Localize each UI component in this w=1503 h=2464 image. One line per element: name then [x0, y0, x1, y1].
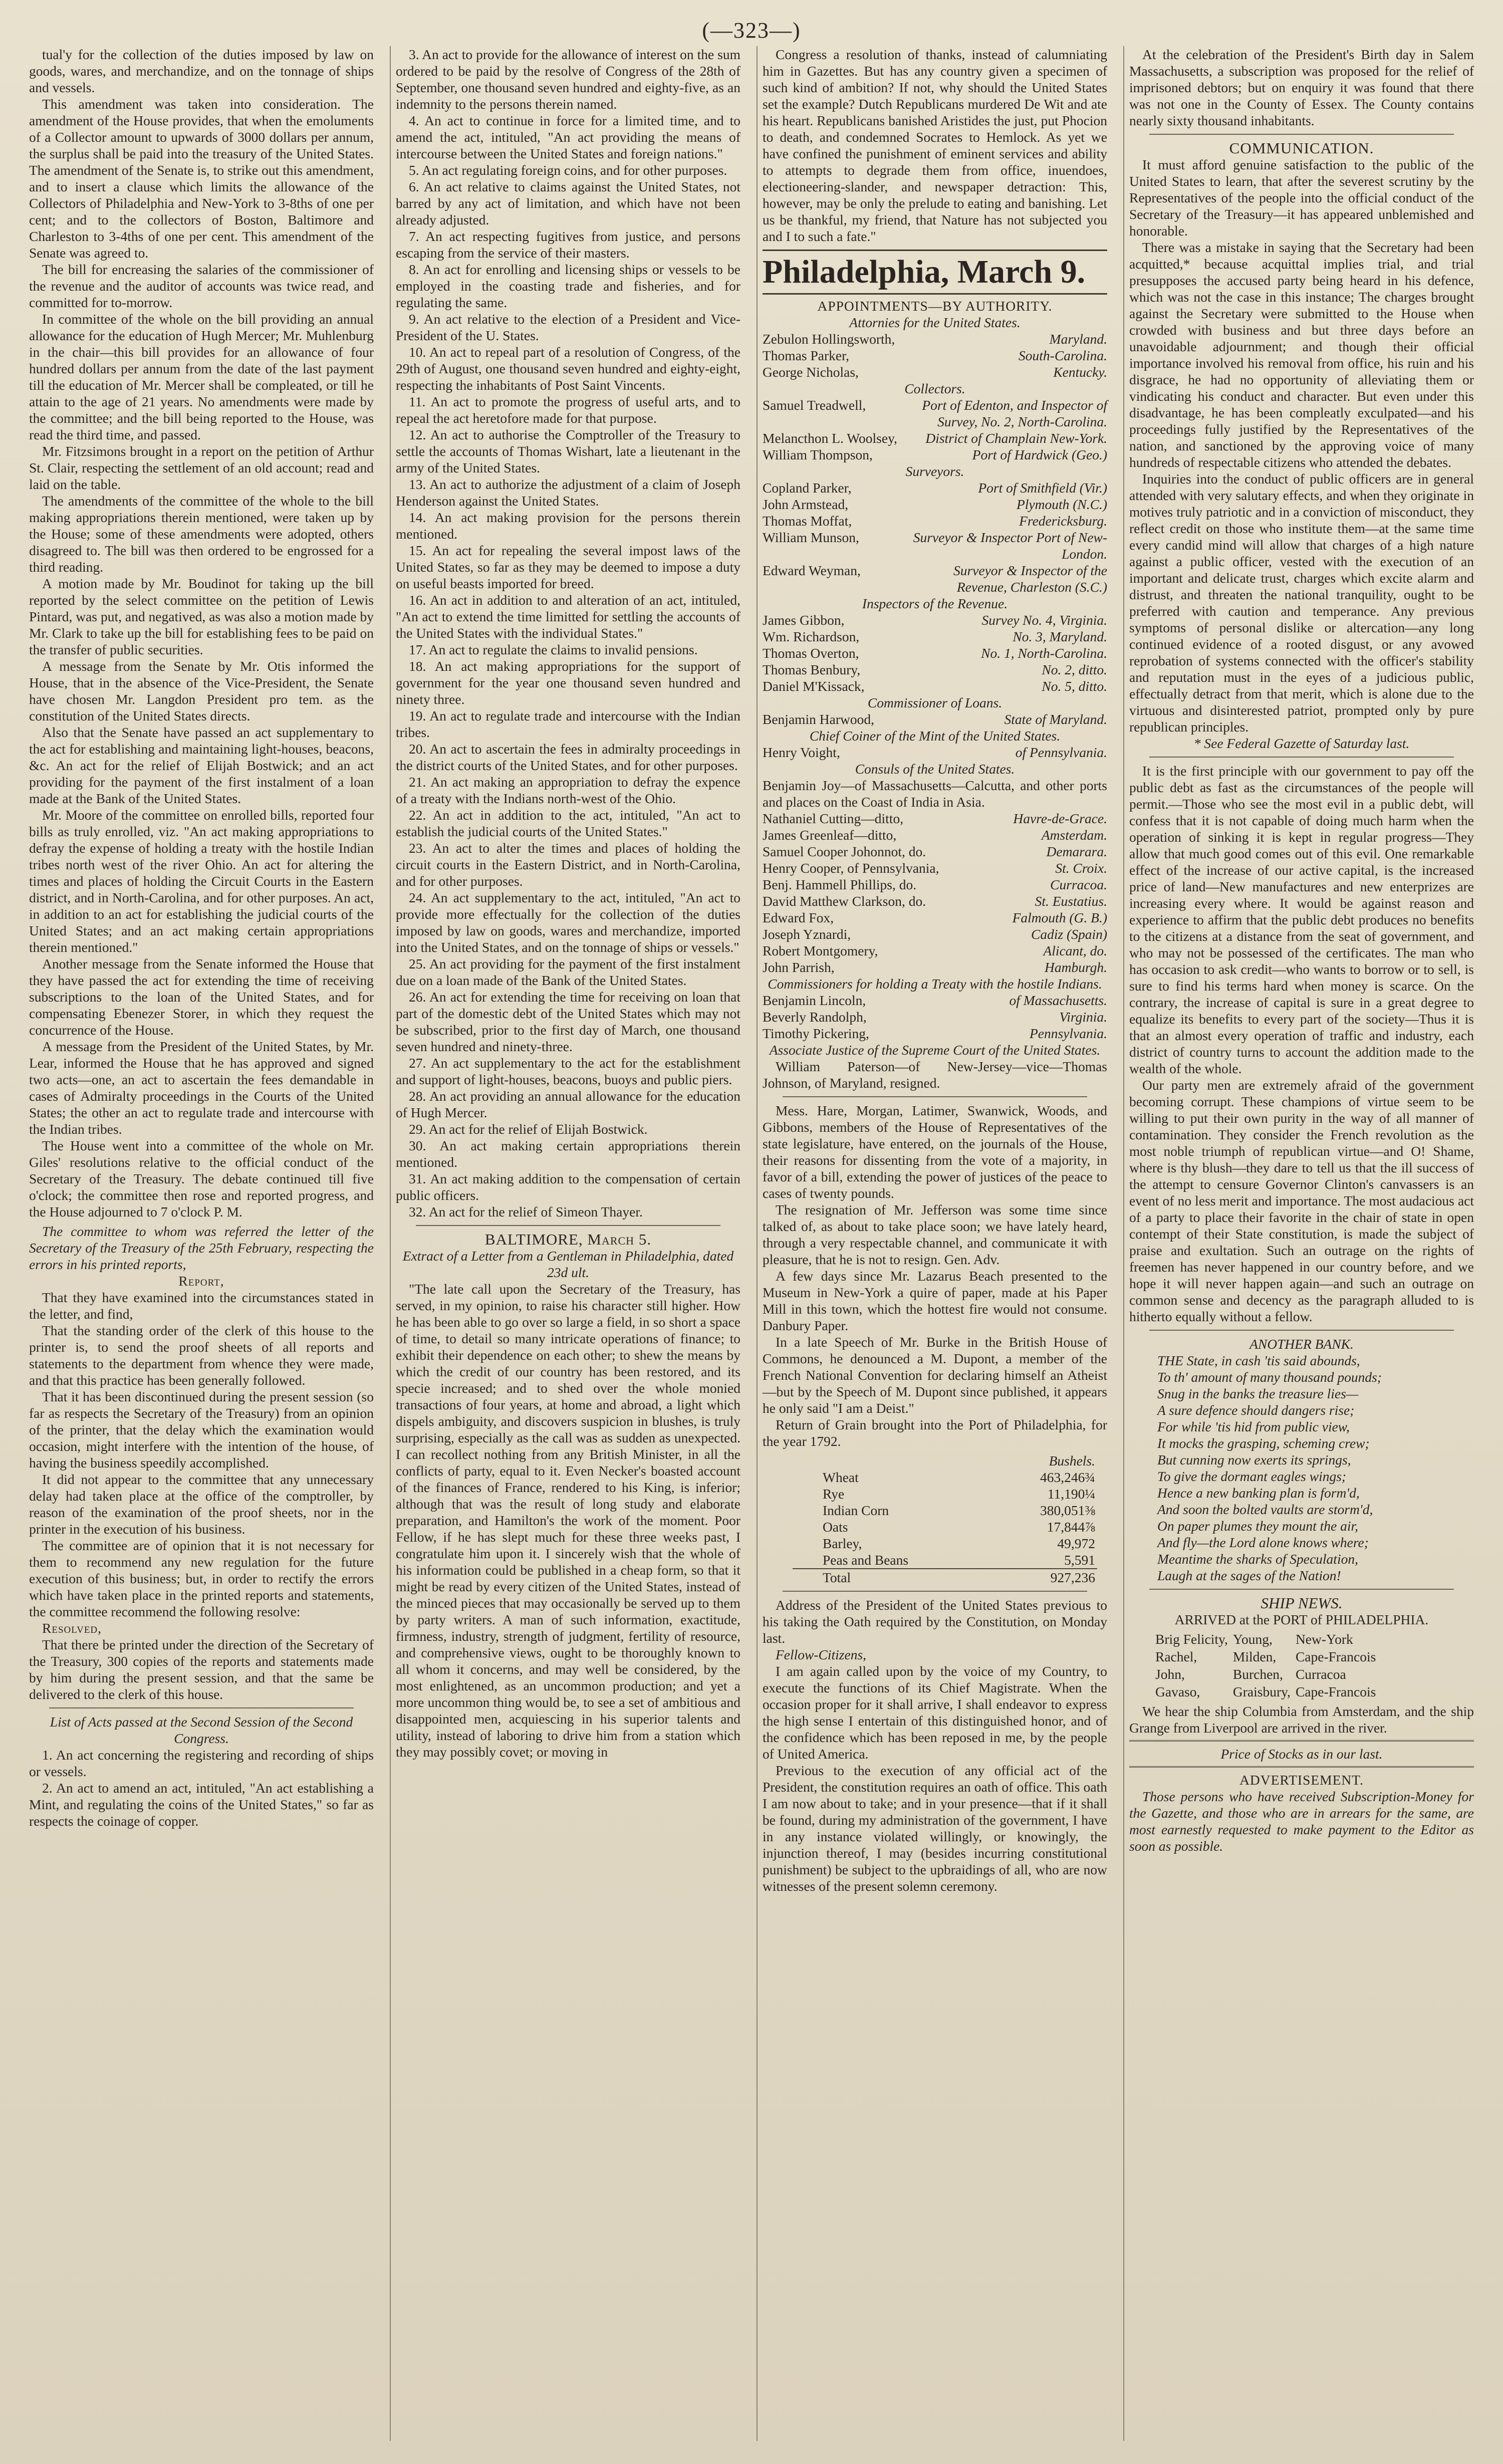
editorial-paragraph: Our party men are extremely afraid of the government becoming corrupt. These champions of virtue seem to be willing to put their own purity in the way of all manner of contamination. They consider the French revolution as the most noble triumph of republican virtue—and O! Shame, where is thy blush—they dare to tell us that the ill success of the attempt to censure Governor Clinton's canvassers is an event of no less merit and importance. The most audacious act of a party to place their favorite in the chair of state in open contempt of their State constitution, is made the subject of praise and exultation. Such an outrage on the rights of freemen has never happened in our country before, and we hope it will never happen again—and such an outrage on common sense and decency as the paragraph alluded to is hitherto equally without a fellow. [1129, 1077, 1474, 1324]
loans-heading: Commissioner of Loans. [867, 695, 1003, 710]
collector-entry-name: William Thompson, [763, 447, 873, 462]
consul-entry-name: James Greenleaf—ditto, [763, 827, 897, 843]
commissioner-entry-place: of Massachusetts. [1009, 993, 1107, 1008]
collector-entry-place: District of Champlain New-York. [925, 430, 1107, 446]
consul-entry [763, 876, 1107, 893]
grain-row [793, 1535, 1097, 1552]
attorney-entry [763, 331, 1107, 347]
bank-poem-heading: ANOTHER BANK. [1249, 1336, 1354, 1352]
poem-line: To give the dormant eagles wings; [1157, 1468, 1347, 1484]
poem-line: Snug in the banks the treasure lies— [1157, 1386, 1359, 1401]
ship-row [1140, 1648, 1380, 1665]
act-item: 6. An act relative to claims against the United States, not barred by any act of limitation, and which have not been already adjusted. [396, 179, 740, 227]
surveyor-entry-name: Edward Weyman, [763, 563, 861, 578]
letter-continued: Congress a resolution of thanks, instead of calumniating him in Gazettes. But has any country given a specimen of such kind of ambition? If not, why should the United States set the example? Dutch Republicans murdered De Wit and ate his heart. Republicans banished Aristides the just, put Phocion to death, and condemned Socrates to Hemlock. As yet we have confined the punishment of eminent services and ability to attempts to degrade them from office, inuendoes, electioneering-slander, and newspaper detraction: This, however, may be only the prelude to eating and banishing. Let us be thankful, my friend, that Nature has not subjected you and I to such a fate." [763, 47, 1107, 244]
consul-entry [763, 942, 1107, 959]
act-item: 29. An act for the relief of Elijah Bostwick. [409, 1121, 648, 1137]
consul-entry-name: Nathaniel Cutting—ditto, [763, 811, 904, 826]
act-item: 8. An act for enrolling and licensing ships or vessels to be employed in the coasting trade and fisheries, and for regulating the same. [396, 262, 740, 310]
grain-unit: Bushels. [1049, 1453, 1095, 1468]
address-intro: Address of the President of the United States previous to his taking the Oath required by the Constitution, on Monday last. [763, 1597, 1107, 1646]
news-paragraph: Return of Grain brought into the Port of Philadelphia, for the year 1792. [763, 1417, 1107, 1449]
grain-row [793, 1486, 1097, 1502]
inspector-entry-place: No. 1, North-Carolina. [981, 645, 1107, 661]
act-item: 30. An act making certain appropriations therein mentioned. [396, 1138, 740, 1170]
act-item: 13. An act to authorize the adjustment of a claim of Joseph Henderson against the United States. [396, 476, 740, 509]
consul-entry-place: Hamburgh. [1044, 959, 1107, 975]
divider [1129, 1766, 1474, 1768]
communication-heading: COMMUNICATION. [1229, 139, 1374, 157]
grain-value: 380,051⅜ [1040, 1503, 1095, 1518]
ship-origin: Cape-Francois [1295, 1684, 1376, 1699]
consul-entry-name: Henry Cooper, of Pennsylvania, [763, 860, 939, 876]
paragraph: tual'y for the collection of the duties imposed by law on goods, wares, and merchandize, and on the tonnage of ships and vessels. [29, 47, 374, 95]
news-paragraphs [763, 1102, 1107, 1449]
baltimore-subheading: Extract of a Letter from a Gentleman in Philadelphia, dated 23d ult. [402, 1248, 734, 1280]
surveyors-list [763, 479, 1107, 595]
commissioner-entry-place: Pennsylvania. [1029, 1026, 1107, 1041]
act-item: 11. An act to promote the progress of useful arts, and to repeal the act heretofore made for that purpose. [396, 394, 740, 426]
ship-note: We hear the ship Columbia from Amsterdam, and the ship Grange from Liverpool are arrived in the river. [1129, 1703, 1474, 1736]
grain-item: Peas and Beans [823, 1552, 909, 1568]
act-item: 25. An act providing for the payment of the first instalment due on a loan made of the Bank of the United States. [396, 956, 740, 988]
poem-line: For while 'tis hid from public view, [1157, 1419, 1350, 1434]
grain-total-value: 927,236 [995, 1569, 1097, 1586]
divider [1129, 1740, 1474, 1742]
resolved-label: Resolved, [42, 1620, 102, 1636]
poem-line: To th' amount of many thousand pounds; [1157, 1369, 1382, 1385]
ship-master: Young, [1232, 1631, 1273, 1647]
consuls-list [763, 810, 1107, 975]
inspector-entry-name: Thomas Overton, [763, 645, 859, 661]
grain-row [793, 1502, 1097, 1519]
ship-row [1140, 1631, 1380, 1647]
inspector-entry-place: No. 2, ditto. [1042, 662, 1107, 677]
inspector-entry [763, 612, 1107, 628]
paragraph: The amendments of the committee of the whole to the bill making appropriations therein mentioned, were taken up by the House; some of these amendments were adopted, others disagreed to. The bill was then ordered to be engrossed for a third reading. [29, 493, 374, 575]
footnote: * See Federal Gazette of Saturday last. [1193, 735, 1410, 751]
news-paragraph: In a late Speech of Mr. Burke in the British House of Commons, he denounced a M. Dupont, a member of the French National Convention for declaring himself an Atheist—but by the Speech of M. Dupont since published, it appears he only said "I am a Deist." [763, 1334, 1107, 1416]
consul-entry [763, 909, 1107, 926]
poem-line: And fly—the Lord alone knows where; [1157, 1535, 1369, 1550]
communication-paragraph: It must afford genuine satisfaction to the public of the United States to learn, that after the severest scrutiny by the Representatives of the people into the official conduct of the Secretary of the Treasury—it has appeared unblemished and honorable. [1129, 157, 1474, 238]
report-paragraph: The committee are of opinion that it is not necessary for them to recommend any new regulation for the future execution of this business; but, in order to rectify the errors which have taken place in the printed reports and statements, the committee recommend the following resolve: [29, 1538, 374, 1619]
collector-entry-place: Port of Edenton, and Inspector of Survey, No. 2, North-Carolina. [922, 397, 1107, 429]
surveyor-entry-place: Port of Smithfield (Vir.) [978, 480, 1107, 496]
ship-master: Milden, [1232, 1649, 1277, 1664]
divider [1149, 1589, 1454, 1590]
attorney-entry-place: Kentucky. [1053, 364, 1107, 380]
inspector-entry-place: No. 3, Maryland. [1013, 629, 1107, 644]
inspector-entry-place: No. 5, ditto. [1042, 678, 1107, 694]
grain-value: 5,591 [1064, 1552, 1095, 1568]
poem-line: A sure defence should dangers rise; [1157, 1402, 1355, 1418]
consul-entry-name: John Parrish, [763, 959, 835, 975]
grain-row [793, 1469, 1097, 1486]
address-paragraphs [763, 1663, 1107, 1894]
grain-value: 11,190¼ [1047, 1486, 1095, 1502]
ship-row [1140, 1666, 1380, 1682]
ship-arrived-heading: ARRIVED at the PORT of PHILADELPHIA. [1174, 1612, 1429, 1627]
attorney-entry-name: George Nicholas, [763, 364, 859, 380]
consul-entry-place: Cadiz (Spain) [1031, 926, 1107, 942]
consul-entry-place: Havre-de-Grace. [1013, 811, 1107, 826]
grain-item: Oats [823, 1519, 848, 1535]
consul-entry-place: Falmouth (G. B.) [1012, 910, 1107, 925]
surveyor-entry-name: Copland Parker, [763, 480, 852, 496]
surveyor-entry-place: Plymouth (N.C.) [1016, 497, 1107, 512]
address-salutation: Fellow-Citizens, [776, 1647, 867, 1662]
act-item: 18. An act making appropriations for the support of government for the year one thousand seven hundred and ninety three. [396, 658, 740, 707]
collector-entry-name: Melancthon L. Woolsey, [763, 430, 897, 446]
act-item: 14. An act making provision for the persons therein mentioned. [396, 510, 740, 542]
poem-line: Hence a new banking plan is form'd, [1157, 1485, 1360, 1501]
poem-line: It mocks the grasping, scheming crew; [1157, 1435, 1370, 1451]
consul-entry-place: St. Croix. [1055, 860, 1107, 876]
consul-entry-name: David Matthew Clarkson, do. [763, 893, 926, 909]
news-paragraph: Mess. Hare, Morgan, Latimer, Swanwick, Woods, and Gibbons, members of the House of Representatives of the state legislature, have entered, on the journals of the House, their reasons for dissenting from the vote of a majority, in favor of a bill, extending the power of justices of the peace to cases of twenty pounds. [763, 1103, 1107, 1201]
collector-entry [763, 430, 1107, 446]
paragraph: This amendment was taken into consideration. The amendment of the House provides, that when the emoluments of a Collector amount to upwards of 3000 dollars per annum, the surplus shall be paid into the treasury of the United States. The amendment of the Senate is, to strike out this amendment, and to insert a clause which limits the allowance of the Collectors of Philadelphia and New-York to 3-8ths of one per cent; and to the collectors of Boston, Baltimore and Charleston to 3-4ths of one per cent. This amendment of the Senate was agreed to. [29, 96, 374, 261]
ship-origin: Curracoa [1295, 1666, 1346, 1682]
grain-item: Wheat [823, 1469, 859, 1485]
paragraph: A message from the President of the United States, by Mr. Lear, informed the House that he has approved and signed two acts—one, an act to ascertain the fees demandable in cases of Admiralty proceedings in the Courts of the United States; the other an act to regulate trade and intercourse with the Indian tribes. [29, 1039, 374, 1137]
consuls-heading: Consuls of the United States. [855, 761, 1015, 777]
report-label: Report, [178, 1273, 224, 1289]
commissioner-entry-name: Beverly Randolph, [763, 1009, 867, 1025]
divider [1149, 134, 1454, 135]
mint-heading: Chief Coiner of the Mint of the United States. [809, 728, 1061, 744]
act-item: 22. An act in addition to the act, intituled, "An act to establish the judicial courts of the United States." [396, 807, 740, 839]
inspector-entry-name: Wm. Richardson, [763, 629, 860, 644]
paragraph: A motion made by Mr. Boudinot for taking up the bill reported by the select committee on the petition of Lewis Pintard, was put, and negatived, as was also a motion made by Mr. Clark to take up the bill for establishing fees to be paid on the transfer of public securities. [29, 576, 374, 657]
consul-entry-place: St. Eustatius. [1035, 893, 1107, 909]
act-item: 9. An act relative to the election of a President and Vice-President of the U. States. [396, 311, 740, 343]
attorney-entry-name: Zebulon Hollingsworth, [763, 331, 895, 347]
collector-entry [763, 446, 1107, 463]
inspector-entry-name: Thomas Benbury, [763, 662, 861, 677]
consul-entry-name: Benj. Hammell Phillips, do. [763, 877, 917, 892]
philadelphia-dateline: Philadelphia, March 9. [763, 250, 1107, 295]
grain-item: Barley, [823, 1536, 862, 1551]
attorney-entry-place: South-Carolina. [1019, 348, 1107, 363]
inspectors-list [763, 612, 1107, 694]
appointments-heading: APPOINTMENTS—BY AUTHORITY. [817, 298, 1053, 314]
attorney-entry [763, 347, 1107, 364]
act-item: 17. An act to regulate the claims to invalid pensions. [409, 642, 698, 657]
consul-entry [763, 959, 1107, 975]
paragraph: The bill for encreasing the salaries of the commissioner of the revenue and the auditor of accounts was twice read, and committed for to-morrow. [29, 262, 374, 310]
consul-entry-name: Edward Fox, [763, 910, 834, 925]
consul-entry-place: Amsterdam. [1041, 827, 1107, 843]
consul-entry-name: Samuel Cooper Johonnot, do. [763, 844, 926, 859]
editorial-paragraph: It is the first principle with our government to pay off the public debt as fast as the circumstances of the people will permit.—Those who see the most evil in a public debt, will confess that it is not capable of doing much harm when the operation of sinking it is kept in regular progress—They allow that much good comes out of this evil. One remarkable effect of the increase of our active capital, is the increased price of land—New manufactures and new enterprizes are increasing every where. It would be against reason and experience to affirm that the public debt produces no benefits to the citizens at a distance from the seat of government, and who may not be possessed of the certificates. The man who has occasion to ask credit—who wants to borrow or to sell, is sure to find his terms hard when money is scarce. On the contrary, the increase of capital is sure in a great degree to equalize its benefits to every part of the society—Thus it is that an almost every operation of traffic and industry, each district of country turns to account the addition made to the wealth of the whole. [1129, 763, 1474, 1076]
inspector-entry [763, 628, 1107, 645]
act-item: 24. An act supplementary to the act, intituled, "An act to provide more effectually for the collection of the duties imposed by law on goods, wares and merchandize, imported into the United States, and on the tonnage of ships or vessels." [396, 890, 740, 955]
page-folio: (—323—) [702, 18, 801, 43]
commissioner-entry-place: Virginia. [1059, 1009, 1107, 1025]
collector-entry-place: Port of Hardwick (Geo.) [972, 447, 1107, 462]
act-item: 32. An act for the relief of Simeon Thayer. [409, 1204, 643, 1219]
divider [1149, 757, 1454, 758]
inspector-entry-name: Daniel M'Kissack, [763, 678, 865, 694]
act-item: 12. An act to authorise the Comptroller of the Treasury to settle the accounts of Thomas Wishart, late a lieutenant in the army of the United States. [396, 427, 740, 475]
surveyor-entry-place: Fredericksburg. [1019, 513, 1107, 529]
act-item: 15. An act for repealing the several impost laws of the United States, so far as they may be deemed to impose a duty on useful beasts imported for breed. [396, 543, 740, 591]
ship-table [1139, 1630, 1381, 1701]
baltimore-letter: "The late call upon the Secretary of the Treasury, has served, in my opinion, to raise his character still higher. How he has been able to go over so large a field, in so short a space of time, to detail so many intricate operations of finance; to exhibit their dependence on each other; to shew the means by which the credit of our country has been restored, and its specie increased; and to shed over the whole monied transactions of four years, at home and abroad, a light which dispels ambiguity, and discovers suspicion in blushes, is truly surprising, especially as the call was as sudden as unexpected. I can recollect nothing from any British Minister, in all the conflicts of party, equal to it. Even Necker's boasted account of the finances of France, rendered to his King, is inferior; although that was the result of long study and elaborate preparation, and Hamilton's the work of the moment. Poor Fellow, if he has slept much for these three weeks past, I congratulate him upon it. I sincerely wish that the whole of his information could be published in a cheap form, so that it might be read by every citizen of the United States, instead of the minced pieces that may occasionally be served up to them by party writers. A man of such information, exactitude, firmness, industry, strength of judgment, fertility of resource, and comprehensive views, ought to be thoroughly known to all whom it concerns, and may well be considered, by the most enlightened, as an uncommon production; and yet a more uncommon thing would be, to see a set of ambitious and disappointed men, acquiescing in his superior talents and utility, instead of laboring to drive him from a station which they may possibly covet; or moving in [396, 1281, 740, 1760]
attorney-entry-place: Maryland. [1049, 331, 1107, 347]
commissioner-entry [763, 1009, 1107, 1025]
attorney-entry [763, 364, 1107, 380]
surveyor-entry-place: Surveyor & Inspector Port of New-London. [913, 530, 1107, 562]
treaty-list [763, 992, 1107, 1042]
consul-entry [763, 893, 1107, 909]
poem-line: Meantime the sharks of Speculation, [1157, 1551, 1358, 1567]
surveyor-entry-place: Surveyor & Inspector of the Revenue, Charleston (S.C.) [953, 563, 1107, 595]
ship-news-heading: SHIP NEWS. [1261, 1594, 1343, 1612]
surveyor-entry [763, 479, 1107, 496]
consul-entry [763, 843, 1107, 860]
act-item: 4. An act to continue in force for a limited time, and to amend the act, intituled, "An act providing the means of intercourse between the United States and foreign nations." [396, 113, 740, 161]
collector-entry-name: Samuel Treadwell, [763, 397, 866, 413]
ship-master: Graisbury, [1232, 1684, 1291, 1699]
columns [24, 46, 1479, 2441]
attorneys-list [763, 331, 1107, 380]
surveyor-entry-name: William Munson, [763, 530, 859, 545]
report-paragraph: That the standing order of the clerk of this house to the printer is, to send the proof sheets of all reports and statements to the department from whence they were made, and that this practice has been generally followed. [29, 1323, 374, 1388]
consul-entry-place: Curracoa. [1050, 877, 1107, 892]
congress-proceedings [29, 46, 374, 1220]
column-1 [24, 46, 379, 2441]
act-item: 3. An act to provide for the allowance of interest on the sum ordered to be paid by the resolve of Congress of the 28th of September, one thousand seven hundred and eighty-five, as an indemnity to the persons therein named. [396, 47, 740, 112]
act-item: 31. An act making addition to the compensation of certain public officers. [396, 1171, 740, 1203]
commissioner-entry [763, 992, 1107, 1009]
poem-line: Laugh at the sages of the Nation! [1157, 1568, 1341, 1583]
inspector-entry [763, 661, 1107, 678]
surveyor-entry [763, 513, 1107, 529]
paragraph: Mr. Fitzsimons brought in a report on the petition of Arthur St. Clair, respecting the settlement of an old account; read and laid on the table. [29, 443, 374, 492]
justice-entry: William Paterson—of New-Jersey—vice—Thomas Johnson, of Maryland, resigned. [763, 1059, 1107, 1091]
ship-name: Gavaso, [1155, 1684, 1200, 1699]
report-paragraphs [29, 1289, 374, 1620]
grain-value: 463,246¾ [1040, 1469, 1095, 1485]
divider [49, 1707, 354, 1708]
divider [1149, 1330, 1454, 1331]
commissioner-entry-name: Benjamin Lincoln, [763, 993, 866, 1008]
act-item: 5. An act regulating foreign coins, and for other purposes. [409, 162, 727, 178]
surveyor-entry [763, 529, 1107, 562]
acts-list-heading: List of Acts passed at the Second Session of the Second Congress. [50, 1714, 353, 1746]
resolved-text: That there be printed under the direction of the Secretary of the Treasury, 300 copies of the reports and statements made by him during the present session, and that the same be delivered to the clerk of this house. [29, 1637, 374, 1702]
communication-paragraphs [1129, 156, 1474, 735]
column-3 [757, 46, 1112, 2441]
inspector-entry [763, 678, 1107, 694]
act-item: 16. An act in addition to and alteration of an act, intituled, "An act to extend the time limitted for settling the accounts of the United States with the individual States." [396, 592, 740, 641]
act-item: 23. An act to alter the times and places of holding the circuit courts in the Eastern District, and in North-Carolina, and for other purposes. [396, 840, 740, 889]
poem-line: THE State, in cash 'tis said abounds, [1157, 1353, 1360, 1368]
mint-entry: Henry Voight, of Pennsylvania. [763, 745, 1107, 760]
consul-entry [763, 810, 1107, 827]
surveyor-entry [763, 496, 1107, 513]
surveyor-entry-name: Thomas Moffat, [763, 513, 852, 529]
address-paragraph: Previous to the execution of any official act of the President, the constitution requires an oath of office. This oath I am now about to take; and in your presence—that if it shall be found, during my administration of the government, I have in any instance violated willingly, or knowingly, the injunction thereof, I may (besides incurring constitutional punishment) be subject to the upbraidings of all, who are now witnesses of the present solemn ceremony. [763, 1763, 1107, 1894]
ship-name: John, [1155, 1666, 1185, 1682]
advertisement-text: Those persons who have received Subscription-Money for the Gazette, and those who are in arrears for the same, are most earnestly requested to make payment to the Editor as soon as possible. [1129, 1789, 1474, 1854]
act-item: 1. An act concerning the registering and recording of ships or vessels. [29, 1747, 374, 1779]
act-item: 7. An act respecting fugitives from justice, and persons escaping from the service of their masters. [396, 228, 740, 261]
consul-entry [763, 860, 1107, 876]
poem-line: On paper plumes they mount the air, [1157, 1518, 1358, 1534]
act-item: 2. An act to amend an act, intituled, "An act establishing a Mint, and regulating the coins of the United States," so far as respects the coinage of copper. [29, 1780, 374, 1829]
grain-row [793, 1552, 1097, 1569]
communication-paragraph: There was a mistake in saying that the Secretary had been acquitted,* because acquittal implies trial, and trial presupposes the accused party being heard in his defence, which was not the case in this instance; The charges brought against the Secretary were submitted to the House when crowded with business and but three days before an unavoidable adjournment; and though their official importance involved his removal from office, his ruin and his disgrace, he had no opportunity of alleviating them or vindicating his conduct and character. But even under this disadvantage, he has been compleatly exculpated—and his proceedings fully justified by the Representatives of the nation, and sanctioned by the approving voice of many hundreds of respectable citizens who attended the debates. [1129, 239, 1474, 470]
acts-list [29, 1747, 374, 1829]
inspectors-heading: Inspectors of the Revenue. [862, 596, 1008, 611]
bank-poem [1129, 1352, 1474, 1584]
paragraph: In committee of the whole on the bill providing an annual allowance for the education of Hugh Mercer; Mr. Muhlenburg in the chair—this bill provides for an allowance of four hundred dollars per annum from the date of the last payment till the education of Mr. Mercer shall be compleated, or till he attain to the age of 21 years. No amendments were made by the committee; and the bill being reported to the House, was read the third time, and passed. [29, 311, 374, 442]
grain-value: 17,844⅞ [1047, 1519, 1095, 1535]
ship-master: Burchen, [1232, 1666, 1283, 1682]
consul-entry [763, 827, 1107, 843]
communication-paragraph: Inquiries into the conduct of public officers are in general attended with very salutary effects, and when they originate in motives truly patriotic and in a conviction of misconduct, they reflect credit on those who institute them—at the same time every candid mind will allow that charges of a high nature against a public officer, vested with the execution of an important and delicate trust, charges which excite alarm and distrust, and threaten the national tranquility, ought to be preferred with caution and temperance. Any previous symptoms of personal dislike or altercation—any long continued evidence of a rooted disgust, or any avowed reprobation of systems connected with the officer's stability and reputation must in the eyes of a judicious public, effectually detract from that merit, which is alone due to the virtuous and disinterested patriot, prompted only by pure republican principles. [1129, 471, 1474, 734]
ship-row [1140, 1683, 1380, 1700]
surveyor-entry [763, 562, 1107, 595]
advertisement-heading: ADVERTISEMENT. [1239, 1772, 1364, 1788]
report-paragraph: That they have examined into the circumstances stated in the letter, and find, [29, 1290, 374, 1322]
inspector-entry-place: Survey No. 4, Virginia. [981, 612, 1107, 628]
ship-name: Brig Felicity, [1155, 1631, 1228, 1647]
surveyors-heading: Surveyors. [905, 463, 964, 479]
commissioner-entry-name: Timothy Pickering, [763, 1026, 869, 1041]
grain-row [793, 1519, 1097, 1535]
stocks-note: Price of Stocks as in our last. [1220, 1746, 1383, 1762]
news-paragraph: The resignation of Mr. Jefferson was some time since talked of, as about to take place soon; we have lately heard, through a very respectable channel, and communicate it with pleasure, that he is not to resign. Gen. Adv. [763, 1202, 1107, 1267]
commissioner-entry [763, 1025, 1107, 1042]
poem-line: And soon the bolted vaults are storm'd, [1157, 1502, 1373, 1517]
loans-entry: Benjamin Harwood, State of Maryland. [763, 711, 1107, 727]
ship-name: Rachel, [1155, 1649, 1197, 1664]
report-paragraph: It did not appear to the committee that any unnecessary delay had taken place at the office of the comptroller, by reason of the examination of the proof sheets, nor in the printer in the execution of his business. [29, 1471, 374, 1537]
grain-item: Indian Corn [823, 1503, 889, 1518]
baltimore-heading: BALTIMORE, March 5. [484, 1230, 652, 1248]
divider [416, 1225, 720, 1226]
editorial-paragraphs [1129, 763, 1474, 1325]
act-item: 21. An act making an appropriation to defray the expence of a treaty with the Indians north-west of the Ohio. [396, 774, 740, 806]
report-paragraph: That it has been discontinued during the present session (so far as respects the Secretary of the Treasury) from an opinion of the printer, that the delay which the examination would occasion, might interfere with the intention of the house, of having the business speedily accomplished. [29, 1389, 374, 1470]
poem-line: But cunning now exerts its springs, [1157, 1452, 1351, 1467]
surveyor-entry-name: John Armstead, [763, 497, 849, 512]
address-paragraph: I am again called upon by the voice of my Country, to execute the functions of its Chief Magistrate. When the occasion proper for it shall arrive, I shall endeavor to express the high sense I entertain of this distinguished honor, and of the confidence which has been reposed in me, by the people of United America. [763, 1663, 1107, 1762]
divider [783, 1591, 1087, 1592]
act-item: 19. An act to regulate trade and intercourse with the Indian tribes. [396, 708, 740, 740]
grain-value: 49,972 [1057, 1536, 1095, 1551]
grain-item: Rye [823, 1486, 845, 1502]
consul-entry-name: Joseph Yznardi, [763, 926, 851, 942]
consul-entry-place: Demarara. [1046, 844, 1107, 859]
committee-heading: The committee to whom was referred the letter of the Secretary of the Treasury of the 25th February, respecting the errors in his printed reports, [29, 1223, 374, 1272]
consuls-first: Benjamin Joy—of Massachusetts—Calcutta, and other ports and places on the Coast of India in Asia. [763, 778, 1107, 810]
consul-entry-place: Alicant, do. [1043, 943, 1107, 958]
divider [783, 1096, 1087, 1097]
paragraph: Also that the Senate have passed an act supplementary to the act for establishing and maintaining light-houses, beacons, &c. An act for the relief of Elijah Bostwick; and an act providing for the payment of the first instalment of a loan made at the Bank of the United States. [29, 724, 374, 806]
act-item: 10. An act to repeal part of a resolution of Congress, of the 29th of August, one thousand seven hundred and eighty-eight, respecting the inhabitants of Post Saint Vincents. [396, 344, 740, 393]
grain-table [793, 1452, 1097, 1586]
inspector-entry [763, 645, 1107, 661]
grain-total-label: Total [793, 1569, 995, 1586]
consul-entry-name: Robert Montgomery, [763, 943, 878, 958]
collectors-list [763, 397, 1107, 463]
collectors-heading: Collectors. [904, 381, 965, 396]
paragraph: Another message from the Senate informed the House that they have passed the act for extending the time of receiving subscriptions to the loan of the United States, and for compensating Ebenezer Storer, in which they request the concurrence of the House. [29, 956, 374, 1038]
collector-entry [763, 397, 1107, 430]
column-2 [390, 46, 745, 2441]
ship-origin: New-York [1295, 1631, 1353, 1647]
column-4 [1123, 46, 1479, 2441]
acts-list-continued [396, 46, 740, 1220]
act-item: 27. An act supplementary to the act for the establishment and support of light-houses, beacons, buoys and public piers. [396, 1055, 740, 1087]
ship-origin: Cape-Francois [1295, 1649, 1376, 1664]
attorneys-heading: Attornies for the United States. [849, 315, 1021, 330]
salem-notice: At the celebration of the President's Birth day in Salem Massachusetts, a subscription was proposed for the relief of imprisoned debtors; but on enquiry it was found that there was not one in the County of Essex. The County contains nearly sixty thousand inhabitants. [1129, 47, 1474, 128]
inspector-entry-name: James Gibbon, [763, 612, 845, 628]
treaty-heading: Commissioners for holding a Treaty with the hostile Indians. [768, 976, 1102, 992]
paragraph: The House went into a committee of the whole on Mr. Giles' resolutions relative to the official conduct of the Secretary of the Treasury. The debate continued till five o'clock; the committee then rose and reported progress, and the House adjourned to 7 o'clock P. M. [29, 1138, 374, 1219]
justice-heading: Associate Justice of the Supreme Court of the United States. [769, 1042, 1101, 1058]
act-item: 28. An act providing an annual allowance for the education of Hugh Mercer. [396, 1088, 740, 1120]
act-item: 26. An act for extending the time for receiving on loan that part of the domestic debt of the United States which may not be subscribed, prior to the first day of March, one thousand seven hundred and ninety-three. [396, 989, 740, 1054]
attorney-entry-name: Thomas Parker, [763, 348, 850, 363]
consul-entry [763, 926, 1107, 942]
news-paragraph: A few days since Mr. Lazarus Beach presented to the Museum in New-York a quire of paper, made at his Paper Mill in this town, which the hottest fire would not consume. Danbury Paper. [763, 1268, 1107, 1333]
paragraph: A message from the Senate by Mr. Otis informed the House, that in the absence of the Vice-President, the Senate have chosen Mr. Langdon President pro tem. as the constitution of the United States directs. [29, 658, 374, 723]
act-item: 20. An act to ascertain the fees in admiralty proceedings in the district courts of the United States, and for other purposes. [396, 741, 740, 773]
paragraph: Mr. Moore of the committee on enrolled bills, reported four bills as truly enrolled, viz. "An act making appropriations to defray the expense of holding a treaty with the hostile Indian tribes north west of the river Ohio. An act for altering the times and places of holding the Circuit Courts in the Eastern district, and in North-Carolina, and for other purposes. An act, in addition to an act for establishing the judicial courts of the United States; and an act making certain appropriations therein mentioned." [29, 807, 374, 955]
